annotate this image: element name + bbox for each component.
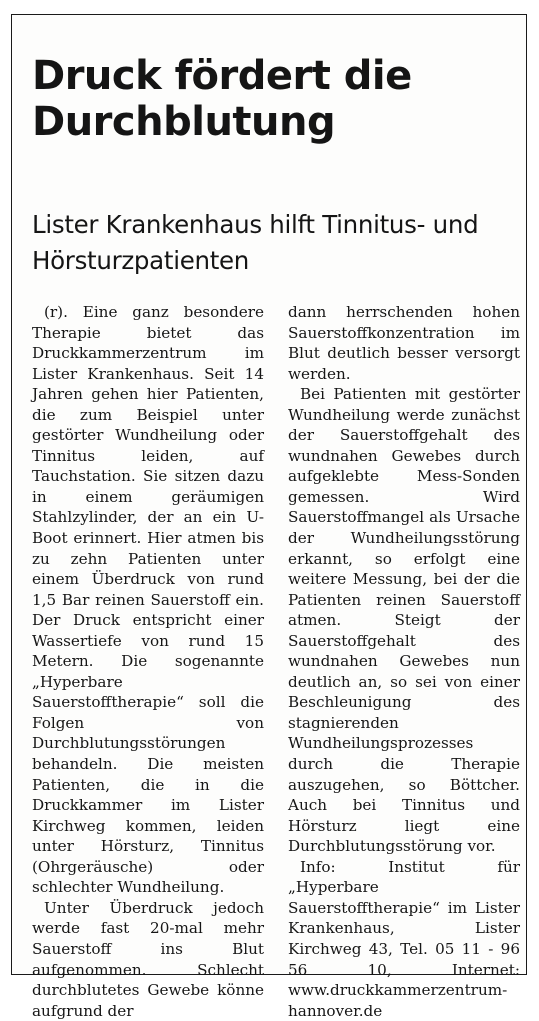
article-subheadline: Lister Krankenhaus hilft Tinnitus- und Hörsturzpatienten [32, 210, 479, 275]
newspaper-clipping [11, 14, 527, 1020]
article-paragraph: Unter Überdruck jedoch werde fast 20-mal mehr Sauerstoff ins Blut aufgenommen. Schlecht durchblutetes Gewebe könne aufgrund der [32, 898, 264, 1020]
article-paragraph: Bei Patienten mit gestörter Wundheilung werde zunächst der Sauerstoffgehalt des wundnahen Gewebes durch aufgeklebte Mess-Sonden gemessen. Wird Sauerstoffmangel als Ursache der Wundheilungsstörung erkannt, so erfolgt eine weitere Messung, bei der die Patienten reinen Sauerstoff atmen. Steigt der Sauerstoffgehalt des wundnahen Gewebes nun deutlich an, so sei von einer Beschleunigung des stagnierenden Wundheilungsprozesses durch die Therapie auszugehen, so Böttcher. Auch bei Tinnitus und Hörsturz liegt eine Durchblutungsstörung vor. [288, 385, 520, 856]
article-paragraph: Info: Institut für „Hyperbare Sauerstofftherapie“ im Lister Krankenhaus, Lister Kirchweg 43, Tel. 05 11 - 96 56 10, Internet: www.druckkammerzentrum-hannover.de [288, 857, 520, 1020]
article-column-left [32, 302, 264, 1021]
article-paragraph: (r). Eine ganz besondere Therapie bietet das Druckkammerzentrum im Lister Krankenhaus. Seit 14 Jahren gehen hier Patienten, die zum Beispiel unter gestörter Wundheilung oder Tinnitus leiden, auf Tauchstation. Sie sitzen dazu in einem geräumigen Stahlzylinder, der an ein U-Boot erinnert. Hier atmen bis zu zehn Patienten unter einem Überdruck von rund 1,5 Bar reinen Sauerstoff ein. Der Druck entspricht einer Wassertiefe von rund 15 Metern. Die sogenannte „Hyperbare Sauerstofftherapie“ soll die Folgen von Durchblutungsstörungen behandeln. Die meisten Patienten, die in die Druckkammer im Lister Kirchweg kommen, leiden unter Hörsturz, Tinnitus (Ohrgeräusche) oder schlechter Wundheilung. [32, 303, 264, 897]
article-headline: Druck fördert die Durchblutung [32, 53, 412, 145]
article-column-right [288, 302, 520, 1021]
article-paragraph: dann herrschenden hohen Sauerstoffkonzentration im Blut deutlich besser versorgt werden. [288, 303, 520, 383]
